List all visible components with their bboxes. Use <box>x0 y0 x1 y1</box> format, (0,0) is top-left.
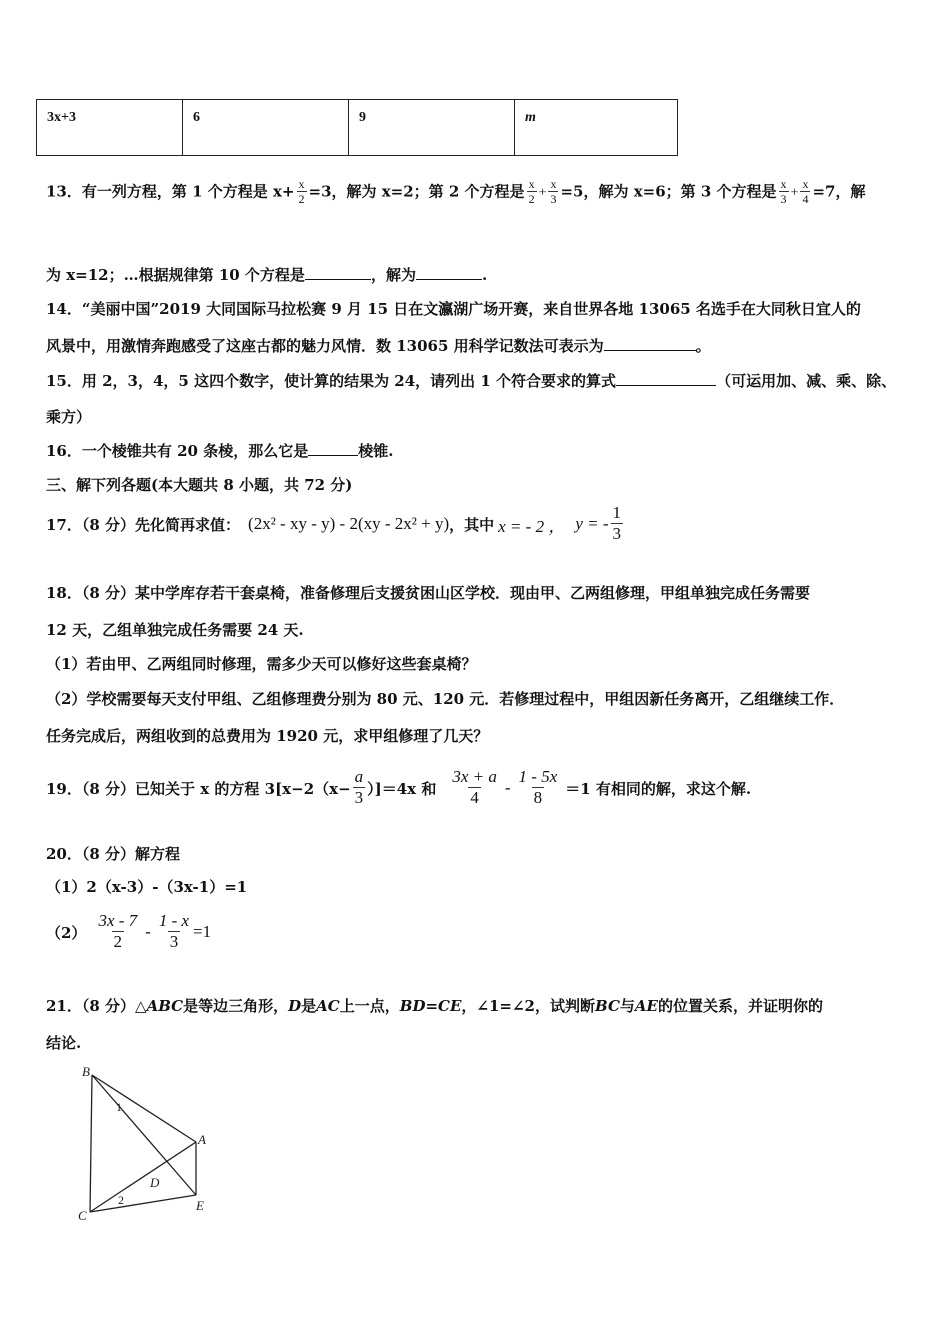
q19-frac-2: $\frac{1 - 5x}{8}$ <box>518 766 558 807</box>
q17-x-value: x = - 2 ， <box>498 516 566 536</box>
question-13-line-2: 为 x=12；…根据规律第 10 个方程是 ，解为 . <box>46 266 488 284</box>
question-18: 18．（8 分）某中学库存若干套桌椅，准备修理后支援贫困山区学校．现由甲、乙两组修理，甲组单独完成任务需要 <box>46 584 811 602</box>
angle-label-2: 2 <box>118 1193 124 1207</box>
question-14: 14．“美丽中国”2019 大同国际马拉松赛 9 月 15 日在文瀛湖广场开赛，来自世界各地 13065 名选手在大同秋日宜人的 <box>46 300 861 318</box>
q13-text-3: =5，解为 x=6；第 3 个方程是 <box>560 182 777 201</box>
label-e: E <box>196 1198 204 1213</box>
label-c: C <box>78 1208 87 1223</box>
q13-text-2: =3，解为 x=2；第 2 个方程是 <box>308 182 525 201</box>
angle-label-1: 1 <box>116 1100 122 1114</box>
q20-frac-1: $\frac{3x - 7}{2}$ <box>98 910 138 951</box>
answer-blank <box>416 265 482 280</box>
q13-frac-x-2b: $\frac{x}{2}$ <box>528 177 535 207</box>
q13-number: 13． <box>46 182 82 201</box>
answer-blank <box>616 371 716 386</box>
question-15-line-2: 乘方） <box>46 408 92 426</box>
question-18-line-5: 任务完成后，两组收到的总费用为 1920 元，求甲组修理了几天？ <box>46 727 489 745</box>
table-row <box>37 100 678 156</box>
q19-frac-1: $\frac{3x + a}{4}$ <box>452 766 497 807</box>
value-table <box>36 99 678 156</box>
table-cell: 6 <box>183 100 349 156</box>
q17-y-value: y = - <box>575 514 609 533</box>
question-14-line-2: 风景中，用激情奔跑感受了这座古都的魅力风情．数 13065 用科学记数法可表示为 。 <box>46 337 711 355</box>
q17-frac-one-third: $\frac{1}{3}$ <box>612 502 622 543</box>
question-21: 21．（8 分）△ABC是等边三角形，D是AC上一点，BD=CE，∠1=∠2，试判断BC与AE的位置关系，并证明你的 <box>46 997 824 1015</box>
question-17: 17．（8 分）先化简再求值： (2x² - xy - y) - 2(xy - 2x² + y) ，其中 x = - 2 ， y = - $\frac{1}{3}$ <box>46 502 622 543</box>
q13-frac-x-2: $\frac{x}{2}$ <box>298 177 305 207</box>
segment-bc <box>90 1075 92 1212</box>
question-16: 16．一个棱锥共有 20 条棱，那么它是 棱锥. <box>46 442 394 460</box>
q20-frac-2: $\frac{1 - x}{3}$ <box>158 910 190 951</box>
question-19: 19．（8 分）已知关于 x 的方程 3[x−2（x− $\frac{a}{3}$ ）]＝4x 和 $\frac{3x + a}{4}$ - $\frac{1 - 5x}{8}$ ＝1 有相同的解，求这个解. <box>46 766 752 807</box>
q13-text-1: 有一列方程，第 1 个方程是 x+ <box>81 182 295 201</box>
question-15: 15．用 2，3，4，5 这四个数字，使计算的结果为 24，请列出 1 个符合要求的算式 （可运用加、减、乘、除、 <box>46 372 897 390</box>
q17-expression: (2x² - xy - y) - 2(xy - 2x² + y) <box>248 514 450 533</box>
q13-frac-x-3b: $\frac{x}{3}$ <box>780 177 787 207</box>
question-18-part-2: （2）学校需要每天支付甲组、乙组修理费分别为 80 元、120 元．若修理过程中，甲组因新任务离开，乙组继续工作． <box>46 690 845 708</box>
question-21-line-2: 结论. <box>46 1034 82 1052</box>
triangle-figure <box>70 1062 220 1232</box>
question-20-part-1: （1）2（x-3）-（3x-1）=1 <box>46 878 248 896</box>
question-18-part-1: （1）若由甲、乙两组同时修理，需多少天可以修好这些套桌椅？ <box>46 655 477 673</box>
q13-frac-x-4: $\frac{x}{4}$ <box>802 177 809 207</box>
answer-blank <box>604 336 696 351</box>
question-18-line-2: 12 天，乙组单独完成任务需要 24 天. <box>46 621 304 639</box>
section-heading: 三、解下列各题(本大题共 8 小题，共 72 分) <box>46 476 353 494</box>
q13-frac-x-3: $\frac{x}{3}$ <box>550 177 557 207</box>
answer-blank <box>305 265 371 280</box>
label-a: A <box>198 1132 206 1147</box>
question-20: 20．（8 分）解方程 <box>46 845 181 863</box>
question-13: 13．有一列方程，第 1 个方程是 x+ $\frac{x}{2}$ =3，解为 x=2；第 2 个方程是 $\frac{x}{2}$ + $\frac{x}{3}$ =5，解为 x=6；第 3 个方程是 $\frac{x}{3}$ + $\frac{x}{4}$ =7，解 <box>46 177 866 207</box>
question-20-part-2: （2） $\frac{3x - 7}{2}$ - $\frac{1 - x}{3}$ =1 <box>46 910 212 951</box>
label-d: D <box>150 1175 160 1190</box>
q19-frac-a-3: $\frac{a}{3}$ <box>354 766 364 807</box>
segment-ba <box>92 1075 196 1142</box>
table-cell: 3x+3 <box>37 100 183 156</box>
table-cell: 9 <box>349 100 515 156</box>
q13-text-4: =7，解 <box>812 182 866 201</box>
answer-blank <box>308 441 358 456</box>
label-b: B <box>82 1064 90 1079</box>
segment-ce <box>90 1195 196 1212</box>
table-cell: m <box>515 100 678 156</box>
